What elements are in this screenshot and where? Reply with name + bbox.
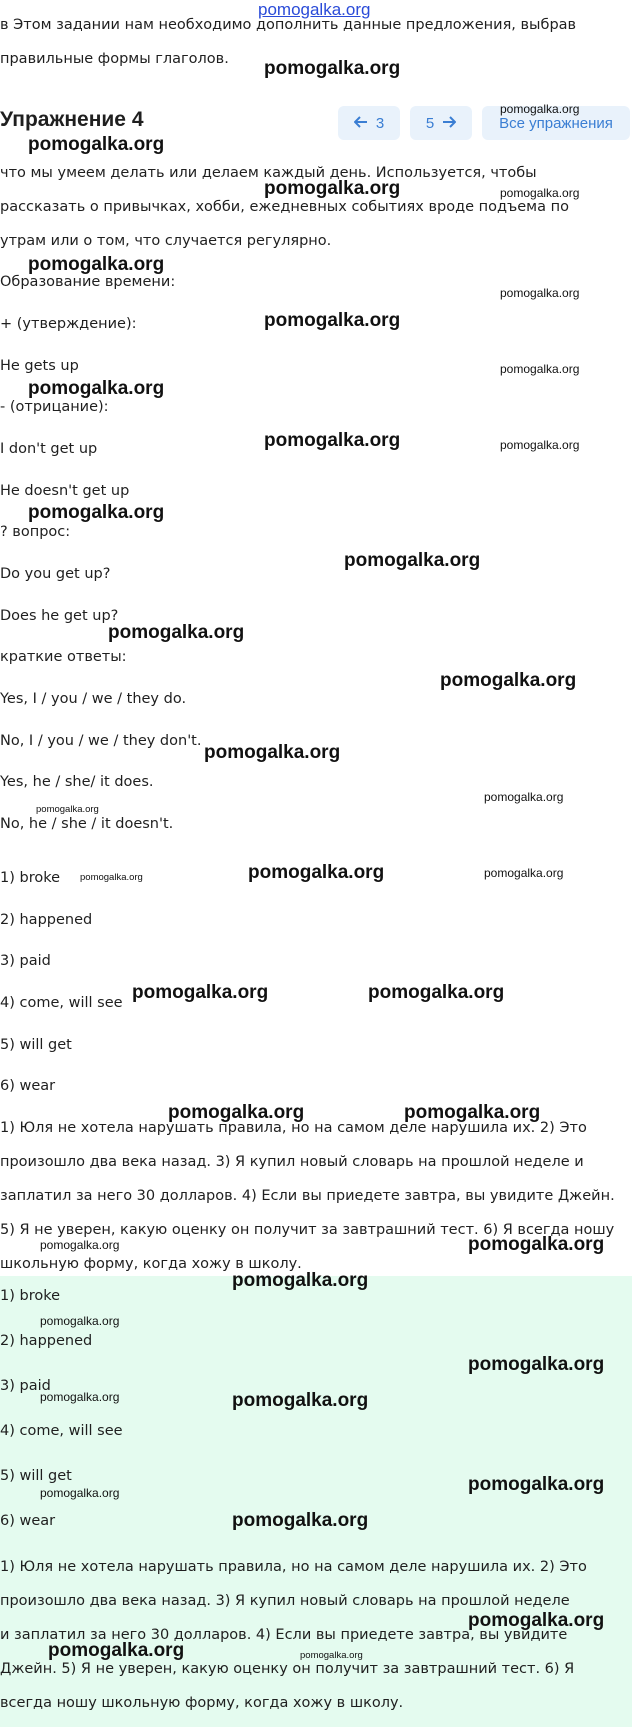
question-example-1: Do you get up?	[0, 566, 111, 582]
watermark: pomogalka.org	[80, 872, 143, 883]
watermark: pomogalka.org	[40, 1238, 120, 1252]
answer-item: 6) wear	[0, 1078, 56, 1094]
translation-line-2: произошло два века назад. 3) Я купил новый словарь на прошлой неделе и	[0, 1154, 584, 1170]
intro-line-2: правильные формы глаголов.	[0, 51, 229, 67]
answer-item: 4) come, will see	[0, 995, 123, 1011]
answer-item: 5) will get	[0, 1037, 72, 1053]
theory-line-3: утрам или о том, что случается регулярно.	[0, 233, 332, 249]
translation-line-5: школьную форму, когда хожу в школу.	[0, 1256, 302, 1272]
watermark: pomogalka.org	[500, 102, 580, 116]
watermark: pomogalka.org	[132, 982, 269, 1003]
answer-block-item: 5) will get	[0, 1468, 72, 1484]
watermark: pomogalka.org	[500, 362, 580, 376]
short-answer-3: Yes, he / she/ it does.	[0, 774, 154, 790]
answer-item: 2) happened	[0, 912, 93, 928]
affirmative-example: He gets up	[0, 358, 79, 374]
short-answers-heading: краткие ответы:	[0, 649, 127, 665]
watermark: pomogalka.org	[468, 1610, 605, 1631]
answer-block-item: 2) happened	[0, 1333, 93, 1349]
arrow-left-icon	[354, 115, 368, 132]
next-exercise-button[interactable]	[410, 106, 472, 140]
watermark: pomogalka.org	[28, 254, 165, 275]
answer-item: 3) paid	[0, 953, 51, 969]
watermark: pomogalka.org	[36, 804, 99, 815]
watermark: pomogalka.org	[48, 1640, 185, 1661]
watermark: pomogalka.org	[40, 1314, 120, 1328]
watermark: pomogalka.org	[484, 790, 564, 804]
watermark: pomogalka.org	[264, 178, 401, 199]
watermark: pomogalka.org	[248, 862, 385, 883]
negative-heading: - (отрицание):	[0, 399, 109, 415]
all-exercises-label: Все упражнения	[499, 114, 613, 132]
watermark: pomogalka.org	[204, 742, 341, 763]
watermark: pomogalka.org	[264, 430, 401, 451]
answer-block-item: 4) come, will see	[0, 1423, 123, 1439]
answer-block-translation-3: и заплатил за него 30 долларов. 4) Если вы приедете завтра, вы увидите	[0, 1627, 568, 1643]
theory-line-2: рассказать о привычках, хобби, ежедневных событиях вроде подъема по	[0, 199, 569, 215]
site-link[interactable]: pomogalka.org	[258, 0, 371, 19]
answer-item: 1) broke	[0, 870, 61, 886]
question-heading: ? вопрос:	[0, 524, 71, 540]
prev-exercise-label: 3	[375, 114, 385, 132]
watermark: pomogalka.org	[484, 866, 564, 880]
intro-line-1: в Этом задании нам необходимо дополнить данные предложения, выбрав	[0, 17, 577, 33]
watermark: pomogalka.org	[440, 670, 577, 691]
negative-example-1: I don't get up	[0, 441, 98, 457]
translation-line-1: 1) Юля не хотела нарушать правила, но на самом деле нарушила их. 2) Это	[0, 1120, 587, 1136]
watermark: pomogalka.org	[108, 622, 245, 643]
watermark: pomogalka.org	[232, 1390, 369, 1411]
watermark: pomogalka.org	[28, 502, 165, 523]
theory-line-1: что мы умеем делать или делаем каждый день. Используется, чтобы	[0, 165, 537, 181]
watermark: pomogalka.org	[168, 1102, 305, 1123]
watermark: pomogalka.org	[40, 1390, 120, 1404]
next-exercise-label: 5	[425, 114, 435, 132]
watermark: pomogalka.org	[232, 1270, 369, 1291]
answer-block-translation-4: Джейн. 5) Я не уверен, какую оценку он получит за завтрашний тест. 6) Я	[0, 1661, 575, 1677]
watermark: pomogalka.org	[500, 186, 580, 200]
arrow-right-icon	[442, 115, 456, 132]
formation-heading: Образование времени:	[0, 274, 176, 290]
affirmative-heading: + (утверждение):	[0, 316, 137, 332]
answer-block-item: 1) broke	[0, 1288, 61, 1304]
negative-example-2: He doesn't get up	[0, 483, 130, 499]
watermark: pomogalka.org	[232, 1510, 369, 1531]
watermark: pomogalka.org	[500, 438, 580, 452]
watermark: pomogalka.org	[344, 550, 481, 571]
watermark: pomogalka.org	[300, 1650, 363, 1661]
watermark: pomogalka.org	[500, 286, 580, 300]
watermark: pomogalka.org	[264, 310, 401, 331]
answer-block-item: 3) paid	[0, 1378, 51, 1394]
answer-block-translation-5: всегда ношу школьную форму, когда хожу в школу.	[0, 1695, 404, 1711]
watermark: pomogalka.org	[468, 1234, 605, 1255]
short-answer-1: Yes, I / you / we / they do.	[0, 691, 187, 707]
answer-block-item: 6) wear	[0, 1513, 56, 1529]
watermark: pomogalka.org	[368, 982, 505, 1003]
watermark: pomogalka.org	[468, 1474, 605, 1495]
watermark: pomogalka.org	[40, 1486, 120, 1500]
watermark: pomogalka.org	[468, 1354, 605, 1375]
watermark: pomogalka.org	[28, 378, 165, 399]
watermark: pomogalka.org	[264, 58, 401, 79]
answer-block-translation-1: 1) Юля не хотела нарушать правила, но на самом деле нарушила их. 2) Это	[0, 1559, 587, 1575]
question-example-2: Does he get up?	[0, 608, 119, 624]
watermark: pomogalka.org	[28, 134, 165, 155]
prev-exercise-button[interactable]	[338, 106, 400, 140]
watermark: pomogalka.org	[404, 1102, 541, 1123]
translation-line-4: 5) Я не уверен, какую оценку он получит за завтрашний тест. 6) Я всегда ношу	[0, 1222, 615, 1238]
short-answer-4: No, he / she / it doesn't.	[0, 816, 174, 832]
short-answer-2: No, I / you / we / they don't.	[0, 733, 202, 749]
exercise-title: Упражнение 4	[0, 108, 144, 131]
translation-line-3: заплатил за него 30 долларов. 4) Если вы приедете завтра, вы увидите Джейн.	[0, 1188, 615, 1204]
answer-block-translation-2: произошло два века назад. 3) Я купил новый словарь на прошлой неделе	[0, 1593, 570, 1609]
